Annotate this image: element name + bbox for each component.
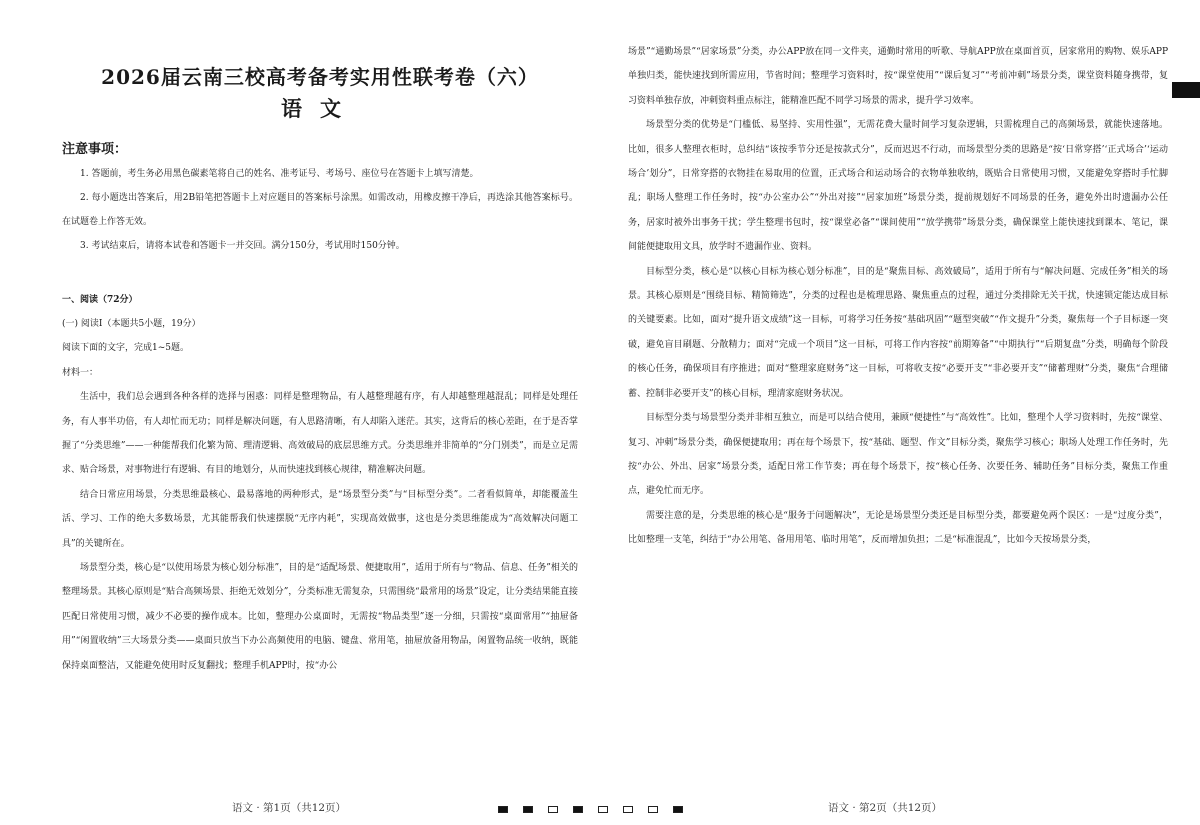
material-label: 材料一：: [62, 367, 99, 378]
notice-item: 1. 答题前，考生务必用黑色碳素笔将自己的姓名、准考证号、考场号、座位号在答题卡上填写清楚。: [80, 169, 479, 179]
body-paragraph: 目标型分类与场景型分类并非相互独立，而是可以结合使用，兼顾“便捷性”与“高效性”。比如，整理个人学习资料时，先按“课堂、复习、冲刺”场景分类，确保便捷取用；再在每个场景下，按“基础、题型、作文”目标分类，聚焦学习核心；职场人处理工作任务时，先按“办公、外出、居家”场景分类，适配日常工作节奏；再在每个场景下，按“核心任务、次要任务、辅助任务”目标分类，聚焦工作重点，避免忙而无序。: [628, 413, 1168, 497]
body-paragraph: 目标型分类，核心是“以核心目标为核心划分标准”，目的是“聚焦目标、高效破局”，适用于所有与“解决问题、完成任务”相关的场景。其核心原则是“围绕目标、精简筛选”，分类的过程也是梳理思路、聚焦重点的过程，通过分类排除无关干扰，快速锁定能达成目标的关键要素。比如，面对“提升语文成绩”这一目标，可将学习任务按“基础巩固”“题型突破”“作文提升”分类，聚焦每一个子目标逐一突破，避免盲目刷题、分散精力；面对“完成一个项目”这一目标，可将工作内容按“前期筹备”“中期执行”“后期复盘”分类，明确每个阶段的核心任务，确保项目有序推进；面对“整理家庭财务”这一目标，可将收支按“必要开支”“非必要开支”“储蓄理财”分类，聚焦“合理储蓄、控制非必要开支”的核心目标，理清家庭财务状况。: [628, 266, 1168, 399]
page-footer-right: 语文 · 第2页（共12页）: [828, 802, 943, 814]
exam-title: 2026届云南三校高考备考实用性联考卷（六）: [101, 65, 539, 89]
notice-item: 3. 考试结束后，请将本试卷和答题卡一并交回。满分150分，考试用时150分钟。: [80, 241, 405, 251]
filled-square-mark: [573, 806, 583, 813]
section-instruction: 阅读下面的文字，完成1~5题。: [62, 343, 189, 354]
hollow-square-mark: [548, 806, 558, 813]
notice-section: [62, 138, 578, 258]
filled-square-mark: [523, 806, 533, 813]
page-footer-left: 语文 · 第1页（共12页）: [232, 802, 347, 814]
body-paragraph: 场景”“通勤场景”“居家场景”分类，办公APP放在同一文件夹，通勤时常用的听歌、导航APP放在桌面首页，居家常用的购物、娱乐APP单独归类，能快速找到所需应用，节省时间；整理学习资料时，按“课堂使用”“课后复习”“考前冲刺”场景分类，课堂资料随身携带，复习资料单独存放，冲刺资料重点标注，能精准匹配不同学习场景的需求，提升学习效率。: [628, 47, 1168, 106]
hollow-square-mark: [623, 806, 633, 813]
notice-item: 2. 每小题选出答案后，用2B铅笔把答题卡上对应题目的答案标号涂黑。如需改动，用橡皮擦干净后，再选涂其他答案标号。在试题卷上作答无效。: [62, 193, 578, 227]
filled-square-mark: [498, 806, 508, 813]
body-paragraph: 结合日常应用场景，分类思维最核心、最易落地的两种形式，是“场景型分类”与“目标型分类”。二者看似简单，却能覆盖生活、学习、工作的绝大多数场景，尤其能帮我们快速摆脱“无序内耗”，实现高效做事，这也是分类思维能成为“高效解决问题工具”的关键所在。: [62, 489, 578, 549]
body-paragraph: 生活中，我们总会遇到各种各样的选择与困惑：同样是整理物品，有人越整理越有序，有人却越整理越混乱；同样是处理任务，有人事半功倍，有人却忙而无功；同样是解决问题，有人思路清晰，有人却陷入迷茫。其实，这背后的核心差距，在于是否掌握了“分类思维”——一种能帮我们化繁为简、理清逻辑、高效破局的底层思维方式。分类思维并非简单的“分门别类”，而是立足需求、贴合场景，对事物进行有逻辑、有目的地划分，从而快速找到核心规律，精准解决问题。: [62, 392, 578, 476]
registration-marks: [498, 806, 683, 813]
section-part-heading: 一、阅读（72分）: [62, 295, 138, 305]
subject-title: 语文: [281, 96, 359, 121]
hollow-square-mark: [648, 806, 658, 813]
body-paragraph: 需要注意的是，分类思维的核心是“服务于问题解决”，无论是场景型分类还是目标型分类，都要避免两个误区：一是“过度分类”，比如整理一支笔，纠结于“办公用笔、备用用笔、临时用笔”，反而增加负担；二是“标准混乱”，比如今天按场景分类，: [628, 510, 1168, 546]
body-paragraph: 场景型分类，核心是“以使用场景为核心划分标准”，目的是“适配场景、便捷取用”，适用于所有与“物品、信息、任务”相关的整理场景。其核心原则是“贴合高频场景、拒绝无效划分”，分类标准无需复杂，只需围绕“最常用的场景”设定，让分类结果能直接匹配日常使用习惯，减少不必要的操作成本。比如，整理办公桌面时，无需按“物品类型”逐一分细，只需按“桌面常用”“抽屉备用”“闲置收纳”三大场景分类——桌面只放当下办公高频使用的电脑、键盘、常用笔，抽屉放备用物品，闲置物品统一收纳，既能保持桌面整洁，又能避免使用时反复翻找；整理手机APP时，按“办公: [62, 563, 578, 671]
right-page: [600, 0, 1200, 825]
body-paragraph: 场景型分类的优势是“门槛低、易坚持、实用性强”，无需花费大量时间学习复杂逻辑，只需梳理自己的高频场景，就能快速落地。比如，很多人整理衣柜时，总纠结“该按季节分还是按款式分”，反而迟迟不行动，而场景型分类的思路是“按‘日常穿搭’‘正式场合’‘运动场合’划分”，日常穿搭的衣物挂在易取用的位置，正式场合和运动场合的衣物单独收纳，既贴合日常使用习惯，又能避免穿搭时手忙脚乱；职场人整理工作任务时，按“办公室办公”“外出对接”“居家加班”场景分类，提前规划好不同场景的任务，避免外出时遗漏办公任务，居家时被外出事务干扰；学生整理书包时，按“课堂必备”“课间使用”“放学携带”场景分类，确保课堂上能快速找到课本、笔记，课间能便捷取用文具，放学时不遗漏作业、资料。: [628, 120, 1168, 253]
hollow-square-mark: [598, 806, 608, 813]
notice-heading: 注意事项：: [62, 142, 128, 157]
section-subpart-heading: (一) 阅读Ⅰ（本题共5小题，19分）: [62, 319, 201, 329]
edge-marker: [1172, 82, 1200, 98]
filled-square-mark: [673, 806, 683, 813]
